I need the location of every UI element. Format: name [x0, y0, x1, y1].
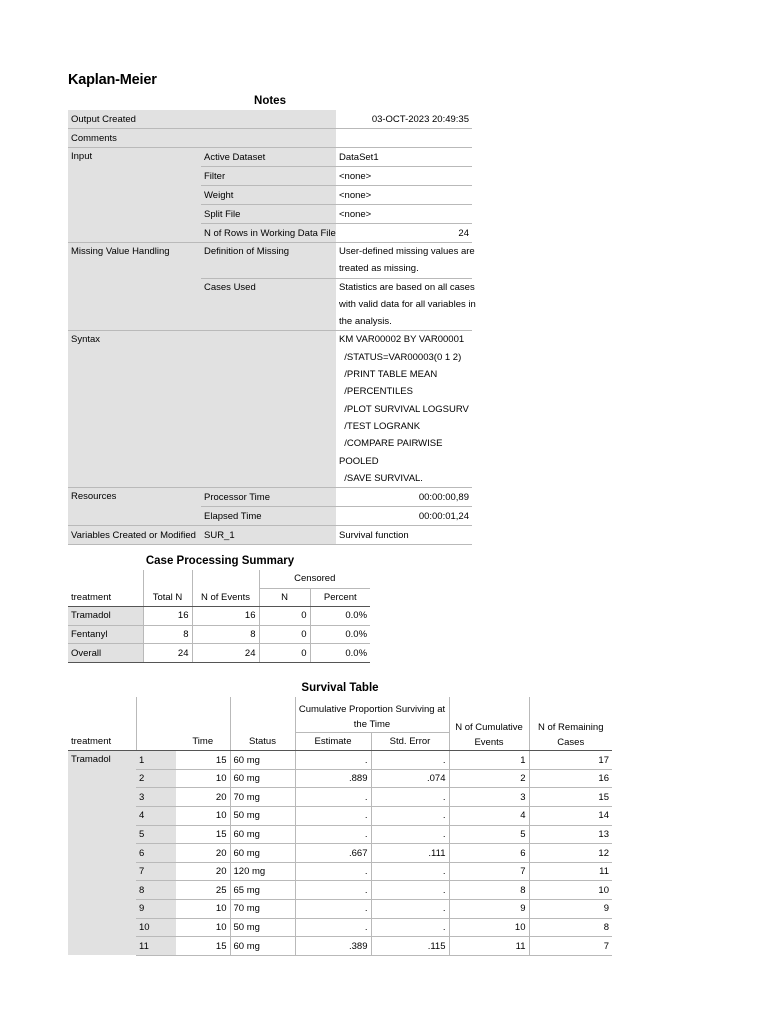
notes-value-line: the analysis.: [339, 316, 392, 328]
row-status: 60 mg: [230, 751, 295, 770]
survival-row: [68, 788, 612, 807]
row-cumulative-events: 5: [449, 825, 529, 844]
notes-table: [68, 110, 476, 545]
row-n-events: 8: [192, 625, 259, 644]
notes-row: [68, 526, 472, 545]
row-index: 5: [136, 825, 176, 844]
survival-table-title: Survival Table: [301, 682, 379, 694]
row-cumulative-events: 9: [449, 900, 529, 919]
notes-value-line: /PLOT SURVIVAL LOGSURV: [339, 403, 469, 415]
row-total-n: 16: [143, 607, 192, 626]
row-censored-n: 0: [259, 625, 310, 644]
row-total-n: 24: [143, 644, 192, 663]
notes-value-line: with valid data for all variables in: [339, 298, 476, 310]
row-time: 15: [176, 751, 230, 770]
row-n-events: 24: [192, 644, 259, 663]
row-estimate: .: [295, 918, 371, 937]
row-std-error: .: [371, 825, 449, 844]
row-status: 65 mg: [230, 881, 295, 900]
row-censored-percent: 0.0%: [310, 607, 370, 626]
header-censored: Censored: [259, 570, 370, 588]
notes-value-line: /COMPARE PAIRWISE: [339, 438, 443, 450]
header-n-remaining-cases: N of Remaining Cases: [529, 697, 612, 751]
notes-row: [68, 148, 472, 167]
notes-row-label: Syntax: [68, 331, 201, 488]
row-status: 60 mg: [230, 825, 295, 844]
row-std-error: .: [371, 788, 449, 807]
row-cumulative-events: 3: [449, 788, 529, 807]
notes-value-line: POOLED: [339, 455, 379, 467]
survival-row: [68, 881, 612, 900]
page-title: Kaplan-Meier: [68, 72, 157, 88]
notes-row-sublabel: Elapsed Time: [201, 507, 336, 526]
notes-row-value: Survival function: [336, 526, 472, 545]
case-processing-table: [68, 570, 370, 663]
row-time: 15: [176, 937, 230, 956]
row-std-error: .: [371, 881, 449, 900]
notes-row: [68, 243, 472, 279]
header-total-n: Total N: [143, 588, 192, 607]
header-treatment: treatment: [68, 588, 143, 607]
notes-row-label: Output Created: [68, 110, 201, 129]
notes-value-line: /PRINT TABLE MEAN: [339, 369, 438, 381]
row-estimate: .667: [295, 844, 371, 863]
header-status: Status: [230, 732, 295, 751]
row-index: 1: [136, 751, 176, 770]
row-time: 20: [176, 844, 230, 863]
row-index: 2: [136, 769, 176, 788]
row-index: 7: [136, 862, 176, 881]
row-remaining-cases: 11: [529, 862, 612, 881]
notes-row-label: Input: [68, 148, 201, 243]
survival-row: [68, 937, 612, 956]
notes-row-value: 24: [336, 224, 472, 243]
notes-row-sublabel: Processor Time: [201, 488, 336, 507]
notes-row-label: Variables Created or Modified: [68, 526, 201, 545]
row-index: 8: [136, 881, 176, 900]
row-index: 4: [136, 807, 176, 826]
header-estimate: Estimate: [295, 732, 371, 751]
survival-row: [68, 844, 612, 863]
row-time: 25: [176, 881, 230, 900]
row-status: 70 mg: [230, 900, 295, 919]
case-processing-row: [68, 625, 370, 644]
notes-row: [68, 488, 472, 507]
row-std-error: .111: [371, 844, 449, 863]
notes-row-label: Comments: [68, 129, 201, 148]
notes-row-label: Resources: [68, 488, 201, 526]
row-remaining-cases: 12: [529, 844, 612, 863]
survival-row: [68, 769, 612, 788]
row-cumulative-events: 2: [449, 769, 529, 788]
notes-row-sublabel: Cases Used: [201, 278, 336, 331]
row-index: 9: [136, 900, 176, 919]
row-time: 20: [176, 788, 230, 807]
row-total-n: 8: [143, 625, 192, 644]
row-estimate: .: [295, 825, 371, 844]
header-treatment: treatment: [68, 732, 136, 751]
row-cumulative-events: 11: [449, 937, 529, 956]
notes-row-sublabel: SUR_1: [201, 526, 336, 545]
row-status: 120 mg: [230, 862, 295, 881]
row-remaining-cases: 13: [529, 825, 612, 844]
row-censored-percent: 0.0%: [310, 625, 370, 644]
notes-row-label: Missing Value Handling: [68, 243, 201, 331]
notes-value-line: /PERCENTILES: [339, 386, 413, 398]
row-std-error: .: [371, 807, 449, 826]
survival-row: [68, 751, 612, 770]
notes-value-line: /TEST LOGRANK: [339, 420, 421, 432]
notes-value-line: KM VAR00002 BY VAR00001: [339, 334, 465, 346]
notes-row-value: 00:00:01,24: [336, 507, 472, 526]
notes-row-value: [336, 243, 475, 279]
row-remaining-cases: 14: [529, 807, 612, 826]
notes-row-sublabel: [201, 129, 336, 148]
row-status: 50 mg: [230, 918, 295, 937]
row-remaining-cases: 16: [529, 769, 612, 788]
row-estimate: .: [295, 788, 371, 807]
row-censored-n: 0: [259, 607, 310, 626]
row-std-error: .074: [371, 769, 449, 788]
notes-row-value: <none>: [336, 186, 472, 205]
row-cumulative-events: 1: [449, 751, 529, 770]
notes-row: [68, 129, 472, 148]
row-cumulative-events: 10: [449, 918, 529, 937]
row-status: 60 mg: [230, 769, 295, 788]
row-status: 50 mg: [230, 807, 295, 826]
row-std-error: .: [371, 862, 449, 881]
row-index: 3: [136, 788, 176, 807]
row-remaining-cases: 15: [529, 788, 612, 807]
notes-value-line: User-defined missing values are: [339, 246, 475, 257]
notes-row-value: DataSet1: [336, 148, 472, 167]
notes-row-sublabel: N of Rows in Working Data File: [201, 224, 336, 243]
survival-row: [68, 900, 612, 919]
notes-row-value: [336, 331, 472, 488]
survival-row: [68, 825, 612, 844]
notes-row: [68, 331, 472, 488]
row-n-events: 16: [192, 607, 259, 626]
row-std-error: .115: [371, 937, 449, 956]
notes-title: Notes: [254, 95, 286, 107]
row-estimate: .: [295, 751, 371, 770]
row-std-error: .: [371, 918, 449, 937]
survival-row: [68, 807, 612, 826]
row-std-error: .: [371, 900, 449, 919]
notes-row-sublabel: Filter: [201, 167, 336, 186]
notes-row-value: <none>: [336, 167, 472, 186]
row-index: 6: [136, 844, 176, 863]
row-treatment: Fentanyl: [68, 625, 143, 644]
row-time: 10: [176, 900, 230, 919]
row-remaining-cases: 17: [529, 751, 612, 770]
row-index: 10: [136, 918, 176, 937]
row-status: 60 mg: [230, 937, 295, 956]
row-estimate: .: [295, 807, 371, 826]
case-processing-title: Case Processing Summary: [145, 555, 295, 567]
header-std-error: Std. Error: [371, 732, 449, 751]
row-treatment: Tramadol: [68, 607, 143, 626]
header-time: Time: [176, 732, 230, 751]
row-std-error: .: [371, 751, 449, 770]
row-status: 70 mg: [230, 788, 295, 807]
notes-row-value: 03-OCT-2023 20:49:35: [336, 110, 472, 129]
row-cumulative-events: 8: [449, 881, 529, 900]
row-index: 11: [136, 937, 176, 956]
notes-row-value: [336, 129, 472, 148]
header-n-cumulative-events: N of Cumulative Events: [449, 697, 529, 751]
notes-value-line: Statistics are based on all cases: [339, 281, 475, 293]
notes-row-sublabel: Active Dataset: [201, 148, 336, 167]
row-time: 15: [176, 825, 230, 844]
row-remaining-cases: 8: [529, 918, 612, 937]
notes-row-sublabel: Split File: [201, 205, 336, 224]
survival-row: [68, 862, 612, 881]
row-estimate: .: [295, 900, 371, 919]
row-estimate: .: [295, 862, 371, 881]
notes-value-line: /STATUS=VAR00003(0 1 2): [339, 351, 462, 363]
row-cumulative-events: 6: [449, 844, 529, 863]
row-time: 10: [176, 769, 230, 788]
notes-row-sublabel: Definition of Missing: [201, 243, 336, 279]
case-processing-row: [68, 644, 370, 663]
row-treatment: Overall: [68, 644, 143, 663]
row-time: 20: [176, 862, 230, 881]
row-cumulative-events: 4: [449, 807, 529, 826]
notes-value-line: /SAVE SURVIVAL.: [339, 472, 423, 484]
row-cumulative-events: 7: [449, 862, 529, 881]
survival-group-label: Tramadol: [68, 751, 136, 956]
row-estimate: .389: [295, 937, 371, 956]
row-remaining-cases: 9: [529, 900, 612, 919]
row-time: 10: [176, 918, 230, 937]
notes-row-sublabel: [201, 331, 336, 488]
header-n: N: [259, 588, 310, 607]
notes-row-value: 00:00:00,89: [336, 488, 472, 507]
case-processing-row: [68, 607, 370, 626]
row-remaining-cases: 7: [529, 937, 612, 956]
header-cumulative-proportion: Cumulative Proportion Surviving at the Time: [295, 697, 449, 732]
notes-row-sublabel: Weight: [201, 186, 336, 205]
notes-value-line: treated as missing.: [339, 263, 419, 275]
row-estimate: .: [295, 881, 371, 900]
notes-row: [68, 110, 472, 129]
notes-row-value: [336, 278, 476, 331]
survival-table: [68, 697, 612, 956]
survival-row: [68, 918, 612, 937]
notes-row-sublabel: [201, 110, 336, 129]
header-percent: Percent: [310, 588, 370, 607]
row-censored-percent: 0.0%: [310, 644, 370, 663]
row-time: 10: [176, 807, 230, 826]
notes-row-value: <none>: [336, 205, 472, 224]
row-status: 60 mg: [230, 844, 295, 863]
row-remaining-cases: 10: [529, 881, 612, 900]
header-n-events: N of Events: [192, 588, 259, 607]
row-censored-n: 0: [259, 644, 310, 663]
row-estimate: .889: [295, 769, 371, 788]
